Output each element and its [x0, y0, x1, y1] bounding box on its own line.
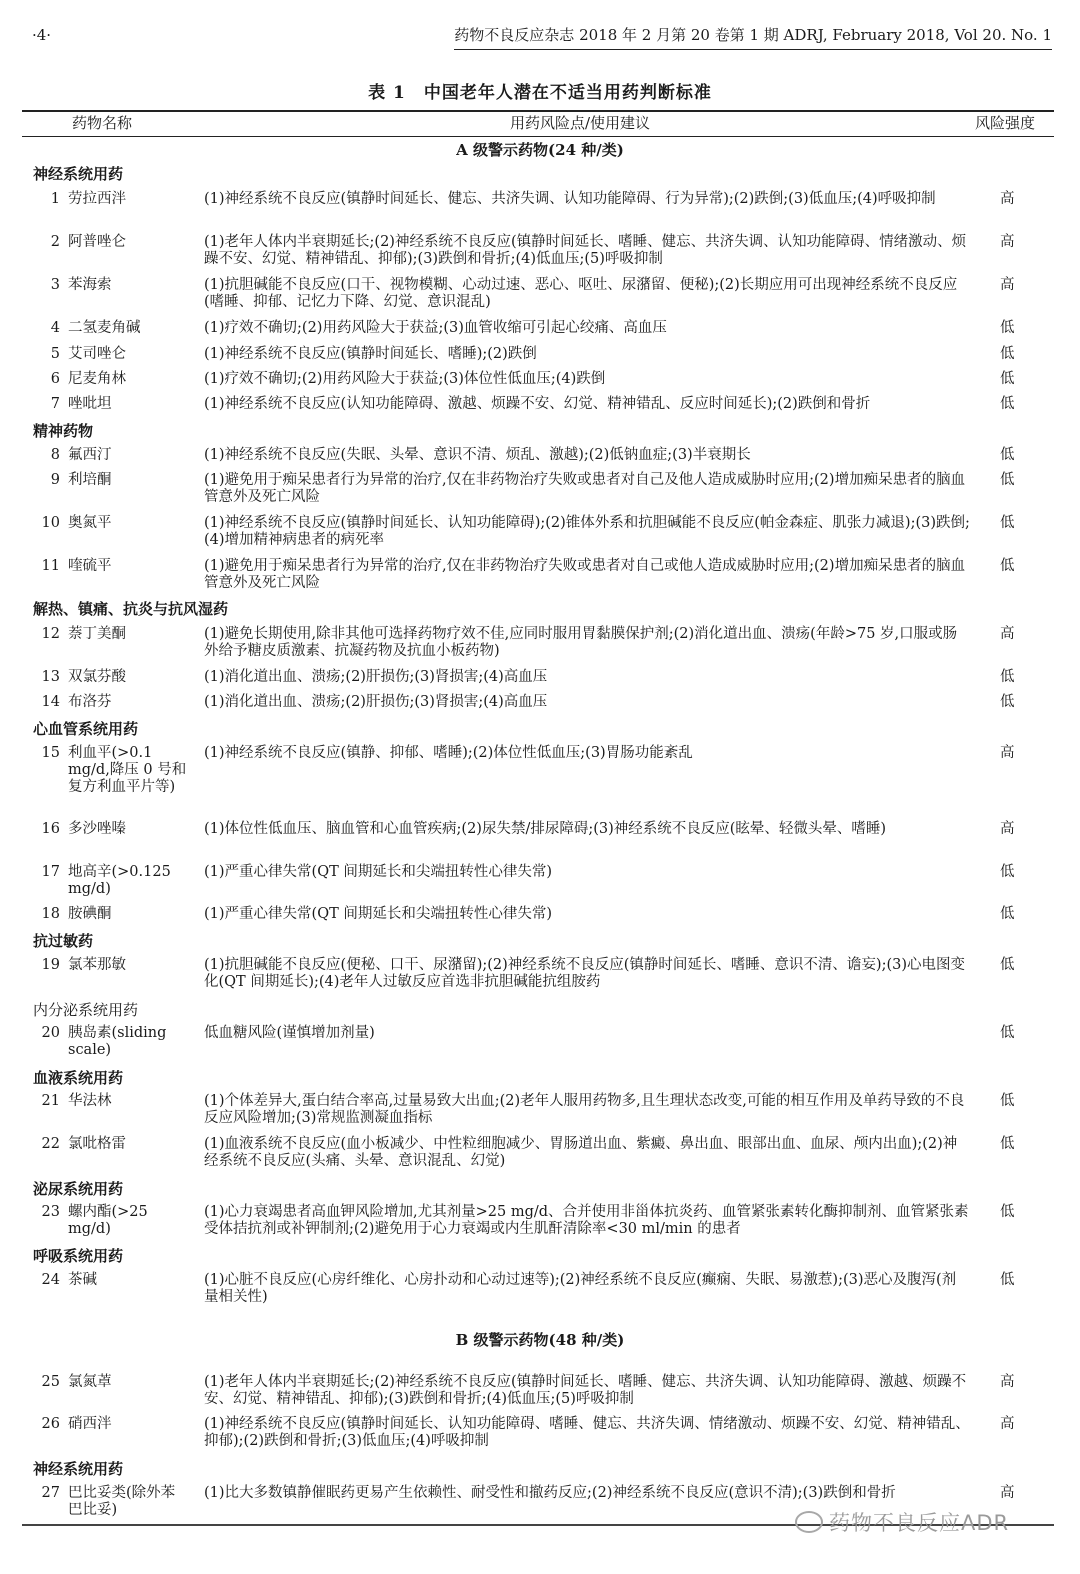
risk-description: (1)比大多数镇静催眠药更易产生依赖性、耐受性和撤药反应;(2)神经系统不良反应(意识不清);(3)跌倒和骨折 — [204, 1485, 896, 1501]
category-heading: 抗过敏药 — [33, 932, 94, 950]
drug-number: 2 — [50, 234, 60, 250]
table-row — [0, 346, 1080, 363]
drug-name: 硝西泮 — [68, 1416, 112, 1432]
table-row — [0, 320, 1080, 337]
journal-citation: 药物不良反应杂志 2018 年 2 月第 20 卷第 1 期 ADRJ, February 2018, Vol 20. No. 1 — [454, 22, 1052, 50]
drug-number: 6 — [50, 371, 60, 387]
drug-number: 4 — [50, 320, 60, 336]
drug-name: 喹硫平 — [68, 558, 112, 574]
risk-description: (1)抗胆碱能不良反应(口干、视物模糊、心动过速、恶心、呕吐、尿潴留、便秘);(2)长期应用可出现神经系统不良反应(嗜睡、抑郁、记忆力下降、幻觉、意识混乱) — [204, 277, 958, 310]
drug-name: 茶碱 — [68, 1272, 97, 1288]
risk-description: (1)神经系统不良反应(镇静时间延长、健忘、共济失调、认知功能障碍、行为异常);(2)跌倒;(3)低血压;(4)呼吸抑制 — [204, 191, 936, 207]
risk-level: 高 — [1000, 821, 1015, 837]
risk-level: 高 — [1000, 1485, 1015, 1501]
drug-number: 16 — [41, 821, 60, 837]
table-top-rule — [22, 110, 1054, 112]
drug-name: 氯吡格雷 — [68, 1136, 126, 1152]
risk-level: 低 — [1000, 558, 1015, 574]
risk-level: 高 — [1000, 745, 1015, 761]
risk-level: 低 — [1000, 346, 1015, 362]
risk-description: (1)避免长期使用,除非其他可选择药物疗效不佳,应同时服用胃黏膜保护剂;(2)消化道出血、溃疡(年龄>75 岁,口服或肠外给予糖皮质激素、抗凝药物及抗血小板药物) — [204, 626, 958, 659]
risk-description: (1)神经系统不良反应(认知功能障碍、激越、烦躁不安、幻觉、精神错乱、反应时间延长);(2)跌倒和骨折 — [204, 396, 871, 412]
drug-number: 23 — [41, 1204, 60, 1220]
category-heading: 泌尿系统用药 — [33, 1180, 124, 1198]
risk-description: (1)血液系统不良反应(血小板减少、中性粒细胞减少、胃肠道出血、紫癜、鼻出血、眼部出血、血尿、颅内出血);(2)神经系统不良反应(头痛、头晕、意识混乱、幻觉) — [204, 1136, 958, 1169]
risk-description: (1)心力衰竭患者高血钾风险增加,尤其剂量>25 mg/d、合并使用非甾体抗炎药、血管紧张素转化酶抑制剂、血管紧张素受体拮抗剂或补钾制剂;(2)避免用于心力衰竭或内生肌酐清除率<30 ml/min 的患者 — [204, 1204, 969, 1237]
risk-description: (1)严重心律失常(QT 间期延长和尖端扭转性心律失常) — [204, 906, 553, 922]
risk-description: 低血糖风险(谨慎增加剂量) — [204, 1025, 375, 1041]
category-heading: 内分泌系统用药 — [33, 1001, 139, 1019]
risk-level: 低 — [1000, 320, 1015, 336]
risk-description: (1)老年人体内半衰期延长;(2)神经系统不良反应(镇静时间延长、嗜睡、健忘、共济失调、认知功能障碍、激越、烦躁不安、幻觉、精神错乱、抑郁);(3)跌倒和骨折;(4)低血压;(5)呼吸抑制 — [204, 1374, 967, 1407]
running-head — [32, 22, 1052, 48]
risk-level: 低 — [1000, 669, 1015, 685]
drug-name: 阿普唑仑 — [68, 234, 126, 250]
drug-number: 10 — [41, 515, 60, 531]
table-row — [0, 472, 1080, 506]
wechat-icon — [795, 1511, 823, 1533]
drug-number: 19 — [41, 957, 60, 973]
table-row — [0, 669, 1080, 686]
table-row — [0, 1093, 1080, 1127]
drug-name: 氟西汀 — [68, 447, 112, 463]
drug-name: 胰岛素(sliding scale) — [68, 1025, 167, 1058]
category-heading: 心血管系统用药 — [33, 720, 139, 738]
drug-name: 利培酮 — [68, 472, 112, 488]
table-row — [0, 1374, 1080, 1408]
drug-number: 13 — [41, 669, 60, 685]
risk-level: 高 — [1000, 191, 1015, 207]
drug-number: 15 — [41, 745, 60, 761]
drug-number: 7 — [50, 396, 60, 412]
risk-level: 高 — [1000, 234, 1015, 250]
category-heading: 解热、镇痛、抗炎与抗风湿药 — [33, 600, 229, 618]
risk-level: 低 — [1000, 906, 1015, 922]
risk-description: (1)神经系统不良反应(失眠、头晕、意识不清、烦乱、激越);(2)低钠血症;(3)半衰期长 — [204, 447, 751, 463]
table-row — [0, 1485, 1080, 1518]
risk-description: (1)避免用于痴呆患者行为异常的治疗,仅在非药物治疗失败或患者对自己及他人造成威胁时应用;(2)增加痴呆患者的脑血管意外及死亡风险 — [204, 472, 966, 505]
risk-description: (1)避免用于痴呆患者行为异常的治疗,仅在非药物治疗失败或患者对自己或他人造成威胁时应用;(2)增加痴呆患者的脑血管意外及死亡风险 — [204, 558, 966, 591]
table-row — [0, 694, 1080, 711]
risk-description: (1)体位性低血压、脑血管和心血管疾病;(2)尿失禁/排尿障碍;(3)神经系统不良反应(眩晕、轻微头晕、嗜睡) — [204, 821, 887, 837]
table-row — [0, 277, 1080, 311]
drug-name: 螺内酯(>25 mg/d) — [68, 1204, 148, 1237]
drug-number: 22 — [41, 1136, 60, 1152]
drug-name: 双氯芬酸 — [68, 669, 126, 685]
drug-number: 8 — [50, 447, 60, 463]
drug-name: 苯海索 — [68, 277, 112, 293]
table-header-rule — [22, 136, 1054, 137]
drug-name: 氯苯那敏 — [68, 957, 126, 973]
risk-level: 低 — [1000, 1025, 1015, 1041]
drug-number: 21 — [41, 1093, 60, 1109]
risk-description: (1)个体差异大,蛋白结合率高,过量易致大出血;(2)老年人服用药物多,且生理状态改变,可能的相互作用及单药导致的不良反应风险增加;(3)常规监测凝血指标 — [204, 1093, 965, 1126]
drug-name: 氯氮䓬 — [68, 1374, 112, 1390]
risk-level: 低 — [1000, 1272, 1015, 1288]
drug-name: 多沙唑嗪 — [68, 821, 126, 837]
drug-name: 二氢麦角碱 — [68, 320, 141, 336]
drug-number: 24 — [41, 1272, 60, 1288]
table-row — [0, 234, 1080, 268]
risk-level: 低 — [1000, 515, 1015, 531]
drug-number: 11 — [41, 558, 60, 574]
drug-number: 25 — [41, 1374, 60, 1390]
table-row — [0, 1204, 1080, 1238]
drug-name: 劳拉西泮 — [68, 191, 126, 207]
risk-description: (1)神经系统不良反应(镇静时间延长、认知功能障碍、嗜睡、健忘、共济失调、情绪激动、烦躁不安、幻觉、精神错乱、抑郁);(2)跌倒和骨折;(3)低血压;(4)呼吸抑制 — [204, 1416, 970, 1449]
risk-description: (1)消化道出血、溃疡;(2)肝损伤;(3)肾损害;(4)高血压 — [204, 694, 548, 710]
drug-number: 12 — [41, 626, 60, 642]
category-heading: 神经系统用药 — [33, 1460, 124, 1478]
risk-level: 低 — [1000, 1093, 1015, 1109]
table-row — [0, 396, 1080, 413]
page-number: ·4· — [32, 26, 52, 44]
column-header-drug-name: 药物名称 — [72, 114, 133, 132]
table-number: 表 1 — [368, 83, 406, 103]
drug-number: 27 — [41, 1485, 60, 1501]
table-row — [0, 864, 1080, 897]
risk-description: (1)神经系统不良反应(镇静、抑郁、嗜睡);(2)体位性低血压;(3)胃肠功能紊乱 — [204, 745, 693, 761]
risk-level: 低 — [1000, 396, 1015, 412]
table-row — [0, 1025, 1080, 1058]
watermark — [795, 1507, 1009, 1537]
table-row — [0, 906, 1080, 923]
risk-level: 低 — [1000, 864, 1015, 880]
risk-level: 低 — [1000, 694, 1015, 710]
drug-name: 地高辛(>0.125 mg/d) — [68, 864, 171, 897]
drug-name: 尼麦角林 — [68, 371, 126, 387]
category-heading: 血液系统用药 — [33, 1069, 124, 1087]
table-row — [0, 1272, 1080, 1306]
drug-name: 巴比妥类(除外苯巴比妥) — [68, 1485, 176, 1518]
risk-description: (1)神经系统不良反应(镇静时间延长、嗜睡);(2)跌倒 — [204, 346, 537, 362]
drug-number: 20 — [41, 1025, 60, 1041]
risk-description: (1)神经系统不良反应(镇静时间延长、认知功能障碍);(2)锥体外系和抗胆碱能不良反应(帕金森症、肌张力减退);(3)跌倒;(4)增加精神病患者的病死率 — [204, 515, 970, 548]
drug-number: 17 — [41, 864, 60, 880]
risk-level: 低 — [1000, 1136, 1015, 1152]
drug-number: 5 — [50, 346, 60, 362]
table-title: 中国老年人潜在不适当用药判断标准 — [423, 83, 712, 103]
risk-description: (1)抗胆碱能不良反应(便秘、口干、尿潴留);(2)神经系统不良反应(镇静时间延长、嗜睡、意识不清、谵妄);(3)心电图变化(QT 间期延长);(4)老年人过敏反应首选非抗胆碱能抗组胺药 — [204, 957, 966, 990]
risk-level: 高 — [1000, 626, 1015, 642]
risk-level: 低 — [1000, 371, 1015, 387]
risk-description: (1)严重心律失常(QT 间期延长和尖端扭转性心律失常) — [204, 864, 553, 880]
drug-name: 胺碘酮 — [68, 906, 112, 922]
table-row — [0, 821, 1080, 838]
table-row — [0, 515, 1080, 549]
risk-level: 高 — [1000, 1416, 1015, 1432]
watermark-text: 药物不良反应ADR — [829, 1511, 1010, 1535]
table-row — [0, 1416, 1080, 1450]
category-heading: 精神药物 — [33, 422, 94, 440]
table-row — [0, 447, 1080, 464]
drug-number: 26 — [41, 1416, 60, 1432]
risk-description: (1)疗效不确切;(2)用药风险大于获益;(3)血管收缩可引起心绞痛、高血压 — [204, 320, 667, 336]
grade-heading: A 级警示药物(24 种/类) — [456, 141, 624, 159]
risk-level: 低 — [1000, 472, 1015, 488]
risk-description: (1)疗效不确切;(2)用药风险大于获益;(3)体位性低血压;(4)跌倒 — [204, 371, 606, 387]
risk-description: (1)老年人体内半衰期延长;(2)神经系统不良反应(镇静时间延长、嗜睡、健忘、共济失调、认知功能障碍、情绪激动、烦躁不安、幻觉、精神错乱、抑郁);(3)跌倒和骨折;(4)低血压;(5)呼吸抑制 — [204, 234, 967, 267]
drug-number: 9 — [50, 472, 60, 488]
drug-name: 华法林 — [68, 1093, 112, 1109]
drug-name: 艾司唑仑 — [68, 346, 126, 362]
table-row — [0, 1136, 1080, 1170]
risk-level: 低 — [1000, 957, 1015, 973]
grade-heading: B 级警示药物(48 种/类) — [455, 1331, 625, 1349]
risk-level: 低 — [1000, 447, 1015, 463]
drug-name: 奥氮平 — [68, 515, 112, 531]
risk-level: 高 — [1000, 1374, 1015, 1390]
drug-name: 利血平(>0.1 mg/d,降压 0 号和复方利血平片等) — [68, 745, 187, 795]
table-row — [0, 626, 1080, 660]
drug-name: 布洛芬 — [68, 694, 112, 710]
column-header-level: 风险强度 — [975, 114, 1036, 132]
table-row — [0, 191, 1080, 208]
column-header-risk: 用药风险点/使用建议 — [510, 114, 651, 132]
drug-name: 萘丁美酮 — [68, 626, 126, 642]
risk-description: (1)心脏不良反应(心房纤维化、心房扑动和心动过速等);(2)神经系统不良反应(癫痫、失眠、易激惹);(3)恶心及腹泻(剂量相关性) — [204, 1272, 957, 1305]
table-row — [0, 558, 1080, 592]
drug-number: 3 — [50, 277, 60, 293]
table-row — [0, 957, 1080, 991]
drug-number: 14 — [41, 694, 60, 710]
category-heading: 呼吸系统用药 — [33, 1247, 124, 1265]
category-heading: 神经系统用药 — [33, 165, 124, 183]
drug-number: 18 — [41, 906, 60, 922]
drug-name: 唑吡坦 — [68, 396, 112, 412]
risk-level: 高 — [1000, 277, 1015, 293]
risk-description: (1)消化道出血、溃疡;(2)肝损伤;(3)肾损害;(4)高血压 — [204, 669, 548, 685]
drug-number: 1 — [50, 191, 60, 207]
table-caption — [0, 78, 1080, 103]
table-row — [0, 745, 1080, 795]
risk-level: 低 — [1000, 1204, 1015, 1220]
table-row — [0, 371, 1080, 388]
